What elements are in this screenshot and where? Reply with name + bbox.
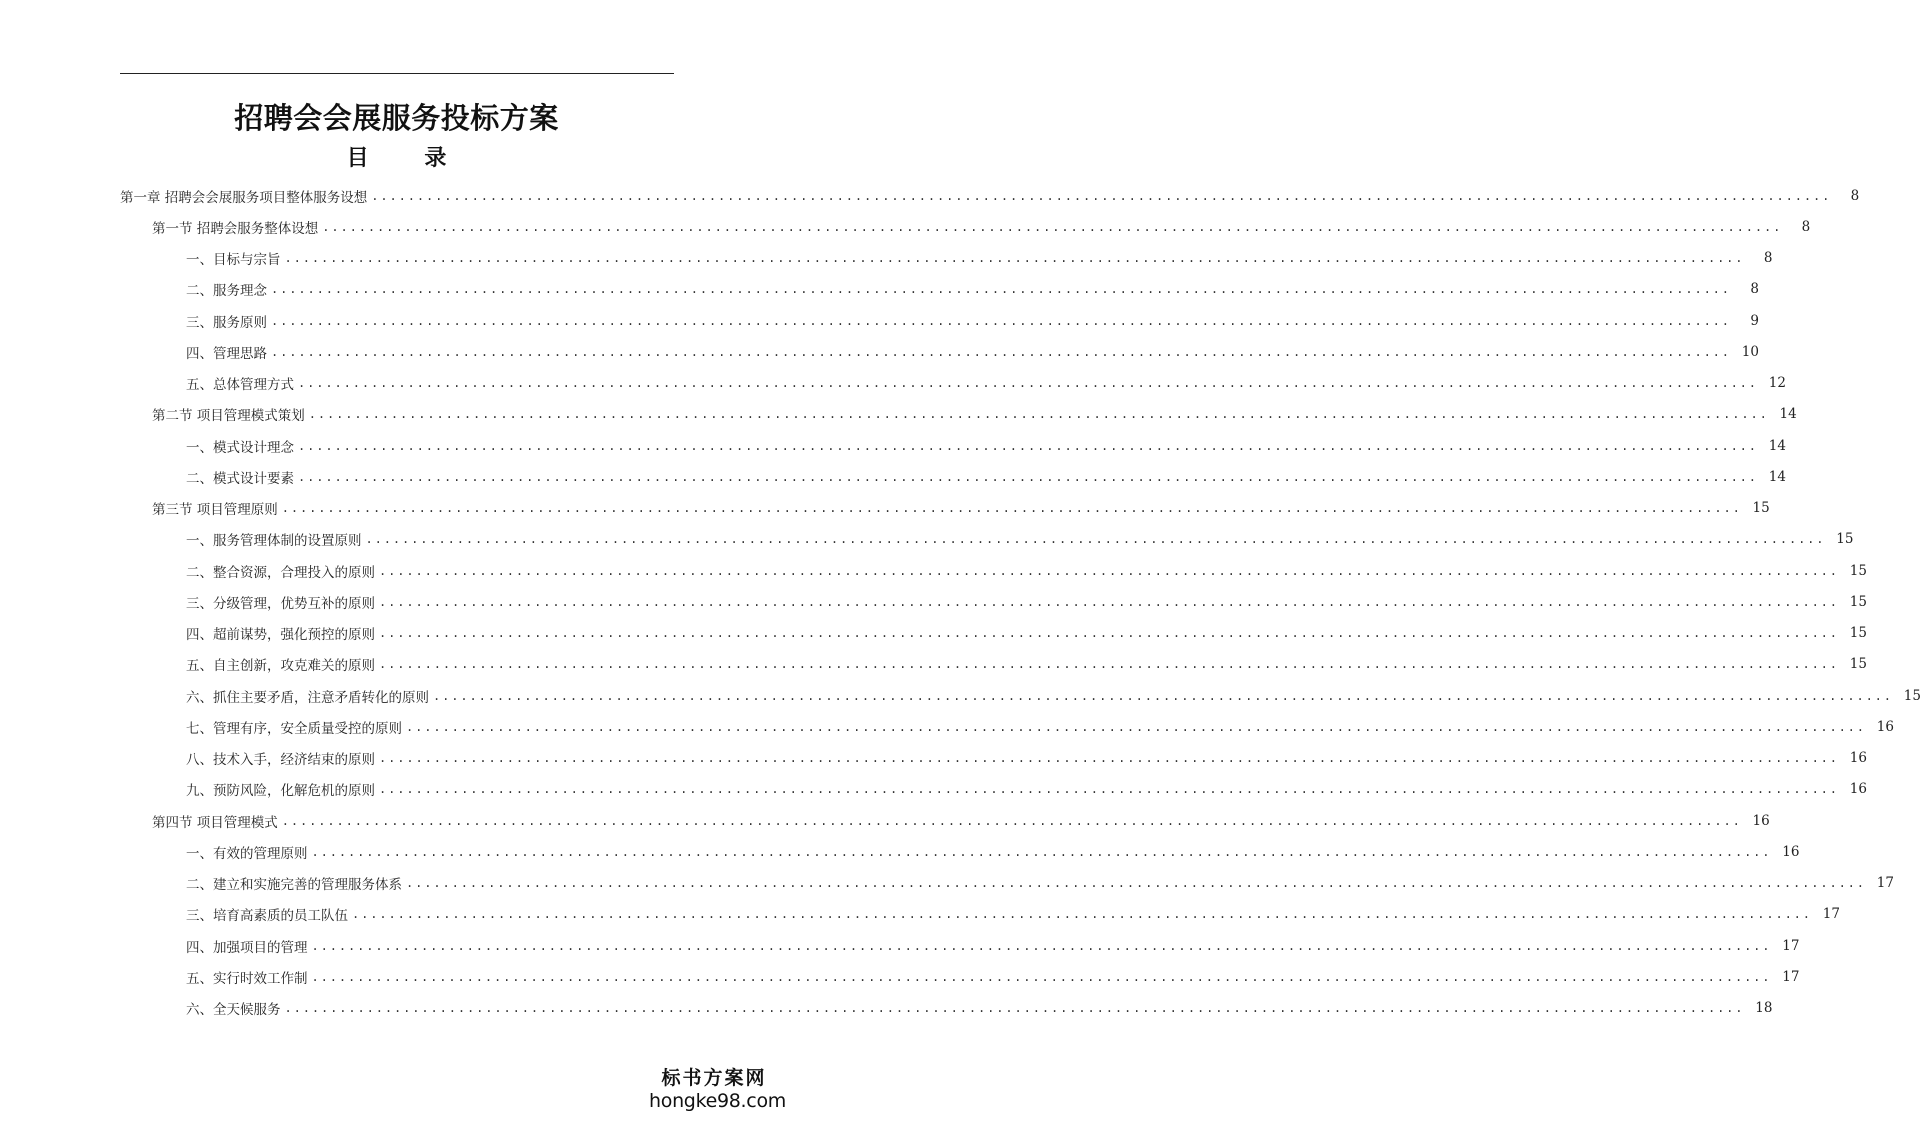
toc-entry-title: 五、实行时效工作制 — [186, 970, 308, 987]
toc-dot-leader: ................................................................................................................................................................ — [379, 782, 1839, 797]
toc-subsection-entry[interactable] — [0, 274, 1759, 305]
toc-entry-title: 第三节 项目管理原则 — [152, 502, 278, 519]
toc-entry-title: 三、分级管理，优势互补的原则 — [186, 595, 375, 612]
toc-entry-title: 一、服务管理体制的设置原则 — [186, 533, 362, 550]
toc-entry-title: 四、超前谋势，强化预控的原则 — [186, 627, 375, 644]
toc-subsection-entry[interactable] — [0, 461, 1786, 492]
toc-page-number: 18 — [1755, 1000, 1773, 1017]
toc-subsection-entry[interactable] — [0, 618, 1867, 649]
toc-entry-title: 四、加强项目的管理 — [186, 939, 308, 956]
toc-page-number: 14 — [1768, 468, 1786, 485]
toc-page-number: 8 — [1850, 187, 1860, 204]
toc-dot-leader: ................................................................................................................................................................ — [311, 844, 1772, 859]
toc-subsection-entry[interactable] — [0, 305, 1759, 336]
toc-page-number: 8 — [1801, 218, 1811, 235]
toc-dot-leader: ................................................................................................................................................................ — [379, 626, 1839, 641]
toc-subsection-entry[interactable] — [0, 586, 1867, 617]
toc-entry-title: 七、管理有序，安全质量受控的原则 — [186, 720, 402, 737]
toc-subsection-entry[interactable] — [0, 368, 1786, 399]
toc-dot-leader: ................................................................................................................................................................ — [311, 969, 1772, 984]
watermark-name: 标书方案网 — [661, 1067, 767, 1089]
toc-page-number: 12 — [1768, 375, 1786, 392]
toc-dot-leader: ................................................................................................................................................................ — [271, 313, 1731, 328]
toc-page-number: 15 — [1849, 562, 1867, 579]
toc-page-number: 16 — [1876, 718, 1894, 735]
toc-page-number: 15 — [1903, 687, 1921, 704]
toc-page-number: 14 — [1779, 406, 1797, 423]
toc-subsection-entry[interactable] — [0, 524, 1854, 555]
toc-dot-leader: ................................................................................................................................................................ — [433, 688, 1893, 703]
toc-page-number: 16 — [1849, 781, 1867, 798]
table-of-contents — [0, 180, 1921, 1024]
toc-dot-leader: ................................................................................................................................................................ — [311, 938, 1772, 953]
toc-chapter-entry[interactable] — [0, 180, 1860, 211]
toc-dot-leader: ................................................................................................................................................................ — [406, 876, 1866, 891]
toc-dot-leader: ................................................................................................................................................................ — [379, 657, 1839, 672]
toc-subsection-entry[interactable] — [0, 899, 1840, 930]
toc-dot-leader: ................................................................................................................................................................ — [352, 907, 1812, 922]
toc-page-number: 15 — [1849, 656, 1867, 673]
toc-dot-leader: ................................................................................................................................................................ — [281, 813, 1742, 828]
toc-subsection-entry[interactable] — [0, 430, 1786, 461]
toc-page-number: 15 — [1849, 625, 1867, 642]
toc-dot-leader: ................................................................................................................................................................ — [284, 251, 1745, 266]
toc-page-number: 14 — [1768, 437, 1786, 454]
document-title: 招聘会会展服务投标方案 — [234, 101, 559, 135]
toc-dot-leader: ................................................................................................................................................................ — [322, 219, 1783, 234]
toc-entry-title: 三、培育高素质的员工队伍 — [186, 908, 348, 925]
toc-entry-title: 三、服务原则 — [186, 314, 267, 331]
toc-page-number: 15 — [1836, 531, 1854, 548]
toc-entry-title: 第一章 招聘会会展服务项目整体服务设想 — [120, 189, 368, 206]
toc-dot-leader: ................................................................................................................................................................ — [281, 501, 1742, 516]
toc-entry-title: 四、管理思路 — [186, 345, 267, 362]
toc-section-entry[interactable] — [0, 399, 1797, 430]
toc-page-number: 16 — [1752, 812, 1770, 829]
toc-dot-leader: ................................................................................................................................................................ — [271, 344, 1731, 359]
toc-subsection-entry[interactable] — [0, 243, 1773, 274]
toc-subsection-entry[interactable] — [0, 930, 1800, 961]
toc-subsection-entry[interactable] — [0, 649, 1867, 680]
toc-section-entry[interactable] — [0, 211, 1811, 242]
site-watermark — [649, 1066, 786, 1112]
toc-page-number: 17 — [1876, 875, 1894, 892]
toc-subsection-entry[interactable] — [0, 993, 1773, 1024]
toc-page-number: 10 — [1741, 343, 1759, 360]
toc-page-number: 17 — [1822, 906, 1840, 923]
toc-entry-title: 第一节 招聘会服务整体设想 — [152, 220, 319, 237]
toc-entry-title: 五、总体管理方式 — [186, 377, 294, 394]
toc-entry-title: 九、预防风险，化解危机的原则 — [186, 783, 375, 800]
toc-dot-leader: ................................................................................................................................................................ — [298, 469, 1758, 484]
toc-page-number: 15 — [1752, 500, 1770, 517]
toc-entry-title: 二、整合资源，合理投入的原则 — [186, 564, 375, 581]
toc-entry-title: 一、有效的管理原则 — [186, 845, 308, 862]
toc-dot-leader: ................................................................................................................................................................ — [271, 282, 1731, 297]
toc-page-number: 15 — [1849, 593, 1867, 610]
toc-entry-title: 二、服务理念 — [186, 283, 267, 300]
toc-page-number: 9 — [1750, 312, 1759, 329]
toc-dot-leader: ................................................................................................................................................................ — [284, 1001, 1745, 1016]
toc-page-number: 16 — [1782, 843, 1800, 860]
toc-dot-leader: ................................................................................................................................................................ — [371, 188, 1832, 203]
toc-entry-title: 六、抓住主要矛盾，注意矛盾转化的原则 — [186, 689, 429, 706]
toc-entry-title: 一、模式设计理念 — [186, 439, 294, 456]
toc-subsection-entry[interactable] — [0, 774, 1867, 805]
toc-section-entry[interactable] — [0, 805, 1770, 836]
toc-heading: 目 录 — [346, 146, 471, 171]
toc-page-number: 16 — [1849, 750, 1867, 767]
toc-page-number: 17 — [1782, 968, 1800, 985]
toc-dot-leader: ................................................................................................................................................................ — [308, 407, 1769, 422]
toc-entry-title: 二、模式设计要素 — [186, 470, 294, 487]
toc-subsection-entry[interactable] — [0, 336, 1759, 367]
toc-page-number: 17 — [1782, 937, 1800, 954]
watermark-url: hongke98.com — [649, 1090, 786, 1112]
toc-dot-leader: ................................................................................................................................................................ — [298, 376, 1758, 391]
toc-dot-leader: ................................................................................................................................................................ — [365, 532, 1826, 547]
toc-subsection-entry[interactable] — [0, 868, 1894, 899]
header-rule — [120, 73, 674, 74]
toc-entry-title: 第二节 项目管理模式策划 — [152, 408, 305, 425]
toc-section-entry[interactable] — [0, 493, 1770, 524]
toc-page-number: 8 — [1750, 281, 1759, 298]
toc-dot-leader: ................................................................................................................................................................ — [406, 719, 1866, 734]
toc-dot-leader: ................................................................................................................................................................ — [379, 563, 1839, 578]
toc-entry-title: 二、建立和实施完善的管理服务体系 — [186, 877, 402, 894]
toc-subsection-entry[interactable] — [0, 711, 1894, 742]
toc-subsection-entry[interactable] — [0, 961, 1800, 992]
toc-entry-title: 八、技术入手，经济结束的原则 — [186, 752, 375, 769]
toc-subsection-entry[interactable] — [0, 743, 1867, 774]
toc-entry-title: 第四节 项目管理模式 — [152, 814, 278, 831]
toc-subsection-entry[interactable] — [0, 680, 1921, 711]
toc-entry-title: 一、目标与宗旨 — [186, 252, 281, 269]
toc-page-number: 8 — [1763, 250, 1773, 267]
toc-entry-title: 五、自主创新，攻克难关的原则 — [186, 658, 375, 675]
toc-dot-leader: ................................................................................................................................................................ — [298, 438, 1758, 453]
toc-dot-leader: ................................................................................................................................................................ — [379, 594, 1839, 609]
toc-dot-leader: ................................................................................................................................................................ — [379, 751, 1839, 766]
toc-subsection-entry[interactable] — [0, 836, 1800, 867]
toc-subsection-entry[interactable] — [0, 555, 1867, 586]
toc-entry-title: 六、全天候服务 — [186, 1002, 281, 1019]
